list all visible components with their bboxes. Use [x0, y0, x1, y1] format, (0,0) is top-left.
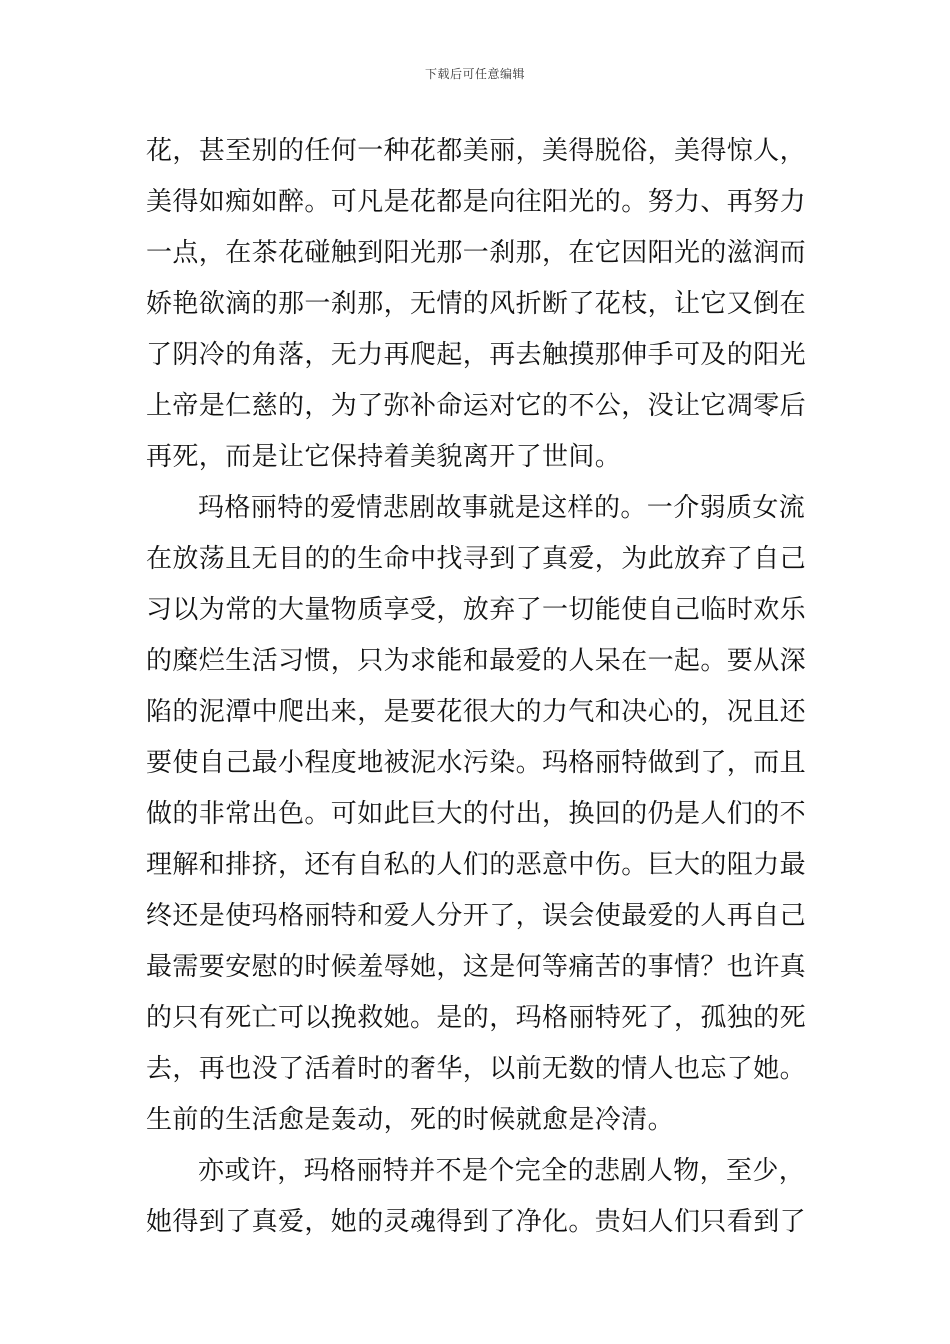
text-line: 花，甚至别的任何一种花都美丽，美得脱俗，美得惊人， [146, 136, 807, 166]
body-text [146, 126, 808, 1248]
text-line: 亦或许，玛格丽特并不是个完全的悲剧人物，至少， [198, 1156, 806, 1186]
text-line: 陷的泥潭中爬出来，是要花很大的力气和决心的，况且还 [146, 697, 807, 727]
text-line: 玛格丽特的爱情悲剧故事就是这样的。一介弱质女流 [198, 493, 806, 523]
text-line: 美得如痴如醉。可凡是花都是向往阳光的。努力、再努力 [146, 187, 807, 217]
text-line: 再死，而是让它保持着美貌离开了世间。 [146, 442, 622, 472]
text-line: 生前的生活愈是轰动，死的时候就愈是冷清。 [146, 1105, 675, 1135]
text-line: 的糜烂生活习惯，只为求能和最爱的人呆在一起。要从深 [146, 646, 807, 676]
text-line: 的只有死亡可以挽救她。是的，玛格丽特死了，孤独的死 [146, 1003, 807, 1033]
text-line: 最需要安慰的时候羞辱她，这是何等痛苦的事情？也许真 [146, 952, 807, 982]
text-line: 她得到了真爱，她的灵魂得到了净化。贵妇人们只看到了 [146, 1207, 807, 1237]
text-line: 了阴冷的角落，无力再爬起，再去触摸那伸手可及的阳光 [146, 340, 807, 370]
text-line: 娇艳欲滴的那一刹那，无情的风折断了花枝，让它又倒在 [146, 289, 807, 319]
text-line: 一点，在茶花碰触到阳光那一刹那，在它因阳光的滋润而 [146, 238, 807, 268]
text-line: 上帝是仁慈的，为了弥补命运对它的不公，没让它凋零后 [146, 391, 807, 421]
paragraph-2 [146, 483, 808, 1146]
text-line: 去，再也没了活着时的奢华，以前无数的情人也忘了她。 [146, 1054, 807, 1084]
paragraph-3 [146, 1146, 808, 1248]
text-line: 在放荡且无目的的生命中找寻到了真爱，为此放弃了自己 [146, 544, 807, 574]
text-line: 理解和排挤，还有自私的人们的恶意中伤。巨大的阻力最 [146, 850, 807, 880]
text-line: 做的非常出色。可如此巨大的付出，换回的仍是人们的不 [146, 799, 807, 829]
text-line: 要使自己最小程度地被泥水污染。玛格丽特做到了，而且 [146, 748, 807, 778]
paragraph-1 [146, 126, 808, 483]
text-line: 习以为常的大量物质享受，放弃了一切能使自己临时欢乐 [146, 595, 807, 625]
text-line: 终还是使玛格丽特和爱人分开了，误会使最爱的人再自己 [146, 901, 807, 931]
page-header: 下载后可任意编辑 [424, 67, 525, 81]
